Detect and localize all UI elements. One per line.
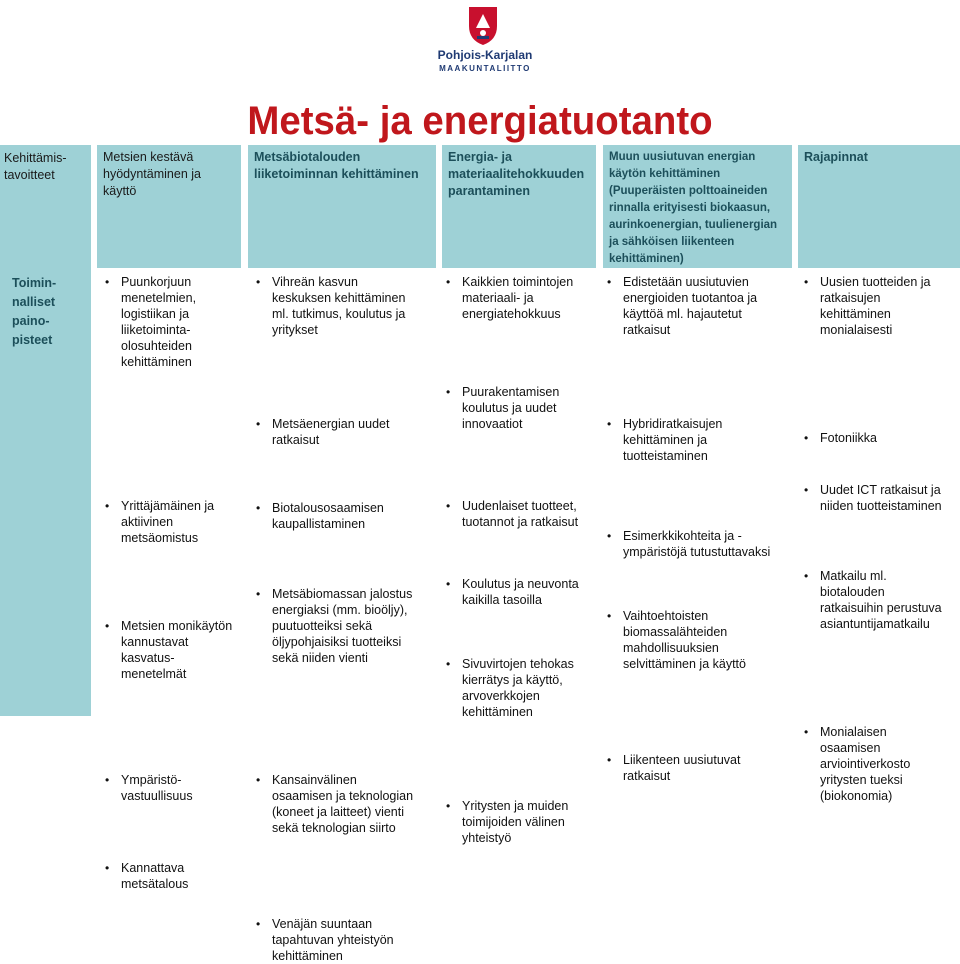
bullet-icon: • — [256, 587, 261, 601]
item-text: Yritysten ja muiden toimijoiden välinen yhteistyö — [462, 799, 569, 845]
list-item — [105, 618, 265, 682]
header-col-2: Metsäbiotalouden liiketoiminnan kehittäminen — [248, 145, 436, 268]
bullet-icon: • — [607, 609, 612, 623]
column-3 — [442, 268, 596, 845]
header-col-4: Muun uusiutuvan energian käytön kehittäminen (Puuperäisten polttoaineiden rinnalla erityisesti biokaasun, aurinkoenergian, tuulienergian ja sähköisen liikenteen kehittäminen) — [603, 145, 792, 268]
item-text: Uudet ICT ratkaisut ja niiden tuotteistaminen — [820, 483, 942, 513]
item-text: Vaihtoehtoisten biomassalähteiden mahdollisuuksien selvittäminen ja käyttö — [623, 609, 746, 671]
bullet-icon: • — [256, 417, 261, 431]
list-item — [105, 498, 265, 546]
item-text: Liikenteen uusiutuvat ratkaisut — [623, 753, 741, 783]
item-text: Puunkorjuun menetelmien, logistiikan ja liiketoiminta- olosuhteiden kehittäminen — [121, 275, 197, 369]
coat-of-arms-icon — [468, 6, 498, 46]
column-2 — [248, 268, 436, 963]
list-item — [256, 274, 460, 338]
list-item — [256, 586, 460, 666]
list-item — [256, 916, 460, 964]
bullet-icon: • — [446, 385, 451, 399]
item-text: Metsäbiomassan jalostus energiaksi (mm. bioöljy), puutuotteiksi sekä öljypohjaisiksi tuotteiksi sekä niiden vienti — [272, 587, 413, 665]
item-text: Kannattava metsätalous — [121, 861, 189, 891]
logo-text: Pohjois-Karjalan — [437, 48, 533, 62]
bullet-icon: • — [105, 861, 110, 875]
bullet-icon: • — [256, 773, 261, 787]
bullet-icon: • — [607, 753, 612, 767]
list-item — [607, 752, 812, 784]
item-text: Matkailu ml. biotalouden ratkaisuihin perustuva asiantuntijamatkailu — [820, 569, 942, 631]
bullet-icon: • — [446, 577, 451, 591]
item-text: Kansainvälinen osaamisen ja teknologian (koneet ja laitteet) vienti sekä teknologian siirto — [272, 773, 414, 835]
bullet-icon: • — [446, 275, 451, 289]
header-col-5: Rajapinnat — [798, 145, 960, 268]
list-item — [446, 384, 616, 432]
item-text: Edistetään uusiutuvien energioiden tuotantoa ja käyttöä ml. hajautetut ratkaisut — [623, 275, 758, 337]
list-item — [446, 798, 616, 846]
bullet-icon: • — [446, 499, 451, 513]
bullet-icon: • — [446, 657, 451, 671]
item-text: Biotalousosaamisen kaupallistaminen — [272, 501, 384, 531]
column-4 — [603, 268, 792, 783]
bullet-icon: • — [804, 431, 809, 445]
list-item — [446, 656, 616, 720]
row-label-column — [0, 145, 91, 716]
list-item — [607, 416, 812, 464]
item-text: Vihreän kasvun keskuksen kehittäminen ml. tutkimus, koulutus ja yritykset — [272, 275, 406, 337]
list-item — [446, 576, 616, 608]
bullet-icon: • — [105, 773, 110, 787]
logo — [430, 6, 540, 78]
row-label: Toimin- nalliset paino- pisteet — [12, 276, 57, 347]
list-item — [804, 430, 960, 446]
bullet-icon: • — [804, 275, 809, 289]
list-item — [446, 274, 616, 322]
header-col-3: Energia- ja materiaalitehokkuuden parantaminen — [442, 145, 596, 268]
list-item — [256, 416, 460, 448]
bullet-icon: • — [607, 529, 612, 543]
bullet-icon: • — [105, 275, 110, 289]
list-item — [607, 528, 812, 560]
item-text: Hybridiratkaisujen kehittäminen ja tuotteistaminen — [623, 417, 723, 463]
item-text: Uusien tuotteiden ja ratkaisujen kehittäminen monialaisesti — [820, 275, 931, 337]
list-item — [804, 568, 960, 632]
bullet-icon: • — [804, 725, 809, 739]
bullet-icon: • — [446, 799, 451, 813]
list-item — [446, 498, 616, 530]
list-item — [607, 608, 812, 672]
bullet-icon: • — [256, 917, 261, 931]
list-item — [804, 724, 960, 804]
bullet-icon: • — [256, 275, 261, 289]
item-text: Ympäristö- vastuullisuus — [121, 773, 193, 803]
item-text: Yrittäjämäinen ja aktiivinen metsäomistus — [121, 499, 215, 545]
item-text: Puurakentamisen koulutus ja uudet innovaatiot — [462, 385, 560, 431]
bullet-icon: • — [804, 569, 809, 583]
item-text: Metsäenergian uudet ratkaisut — [272, 417, 390, 447]
list-item — [804, 274, 960, 338]
bullet-icon: • — [607, 275, 612, 289]
item-text: Venäjän suuntaan tapahtuvan yhteistyön kehittäminen — [272, 917, 394, 963]
list-item — [256, 500, 460, 532]
item-text: Uudenlaiset tuotteet, tuotannot ja ratkaisut — [462, 499, 579, 529]
list-item — [105, 274, 265, 370]
item-text: Fotoniikka — [820, 431, 877, 445]
list-item — [804, 482, 960, 514]
item-text: Monialaisen osaamisen arviointiverkosto yritysten tueksi (biokonomia) — [820, 725, 911, 803]
item-text: Kaikkien toimintojen materiaali- ja energiatehokkuus — [462, 275, 574, 321]
item-text: Metsien monikäytön kannustavat kasvatus- menetelmät — [121, 619, 233, 681]
bullet-icon: • — [105, 619, 110, 633]
list-item — [105, 860, 265, 892]
list-item — [256, 772, 460, 836]
bullet-icon: • — [607, 417, 612, 431]
header-col-1: Metsien kestävä hyödyntäminen ja käyttö — [97, 145, 241, 268]
column-5 — [798, 268, 960, 803]
item-text: Sivuvirtojen tehokas kierrätys ja käyttö, arvoverkkojen kehittäminen — [462, 657, 574, 719]
bullet-icon: • — [105, 499, 110, 513]
bullet-icon: • — [804, 483, 809, 497]
item-text: Esimerkkikohteita ja - ympäristöjä tutustuttavaksi — [623, 529, 771, 559]
page-title: Metsä- ja energiatuotanto — [247, 99, 713, 143]
logo-subtext: MAAKUNTALIITTO — [439, 64, 531, 73]
goals-header: Kehittämis- tavoitteet — [4, 151, 67, 182]
column-1 — [97, 268, 241, 891]
item-text: Koulutus ja neuvonta kaikilla tasoilla — [462, 577, 579, 607]
bullet-icon: • — [256, 501, 261, 515]
list-item — [607, 274, 812, 338]
list-item — [105, 772, 265, 804]
